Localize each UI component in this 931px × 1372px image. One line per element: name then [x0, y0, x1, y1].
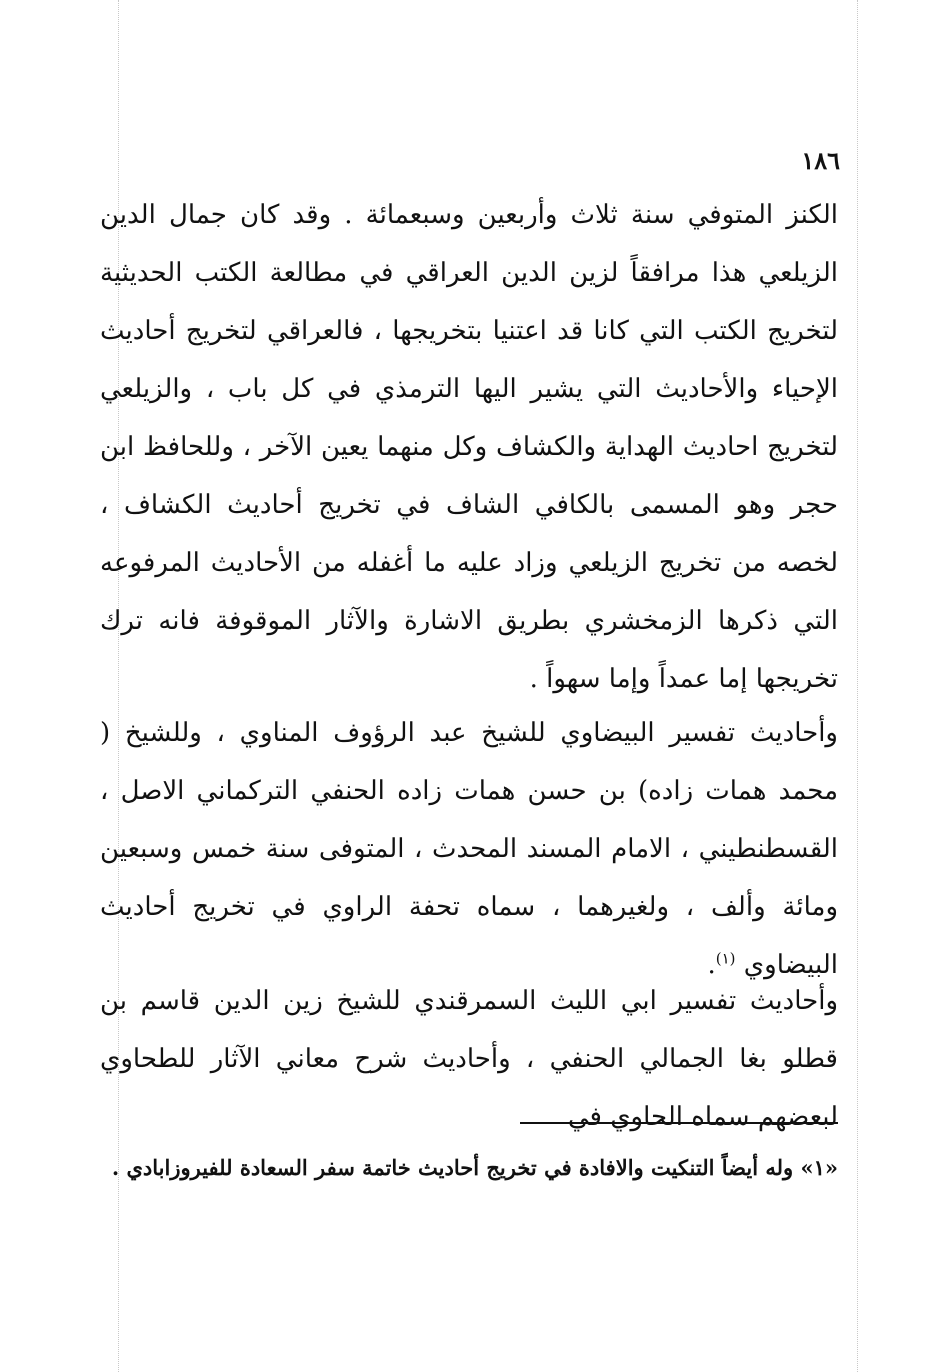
- paragraph-1-text: الكنز المتوفي سنة ثلاث وأربعين وسبعمائة . وقد كان جمال الدين الزيلعي هذا مرافقاً لزين الدين العراقي في مطالعة الكتب الحديثية لتخريج الكتب التي كانا قد اعتنيا بتخريجها ، فالعراقي لتخريج أحاديث الإحياء والأحاديث التي يشير اليها الترمذي في كل باب ، والزيلعي لتخريج احاديث الهداية والكشاف وكل منهما يعين الآخر ، وللحافظ ابن حجر وهو المسمى بالكافي الشاف في تخريج أحاديث الكشاف ، لخصه من تخريج الزيلعي وزاد عليه ما أغفله من الأحاديث المرفوعه التي ذكرها الزمخشري بطريق الاشارة والآثار الموقوفة فانه ترك تخريجها إما عمداً وإما سهواً .: [100, 200, 838, 694]
- paragraph-3-text: وأحاديث تفسير ابي الليث السمرقندي للشيخ زين الدين قاسم بن قطلو بغا الجمالي الحنفي ، وأحاديث شرح معاني الآثار للطحاوي لبعضهم سماه الحاوي في: [100, 986, 838, 1132]
- paragraph-2-end: .: [707, 950, 716, 980]
- paragraph-2-text: وأحاديث تفسير البيضاوي للشيخ عبد الرؤوف المناوي ، وللشيخ ( محمد همات زاده) بن حسن همات زاده الحنفي التركماني الاصل ، القسطنطيني ، الامام المسند المحدث ، المتوفى سنة خمس وسبعين ومائة وألف ، ولغيرهما ، سماه تحفة الراوي في تخريج أحاديث البيضاوي: [100, 718, 839, 980]
- paragraph-3: [100, 972, 838, 1146]
- paragraph-2: [100, 704, 838, 994]
- footnote-divider: [520, 1122, 838, 1124]
- footnote: «١» وله أيضاً التنكيت والافادة في تخريج أحاديث خاتمة سفر السعادة للفيروزابادي .: [111, 1155, 838, 1180]
- paragraph-1: [100, 186, 838, 708]
- footnote-reference: (١): [715, 949, 736, 968]
- scan-guide-line-right: [857, 0, 858, 1372]
- page-number: ١٨٦: [801, 146, 840, 175]
